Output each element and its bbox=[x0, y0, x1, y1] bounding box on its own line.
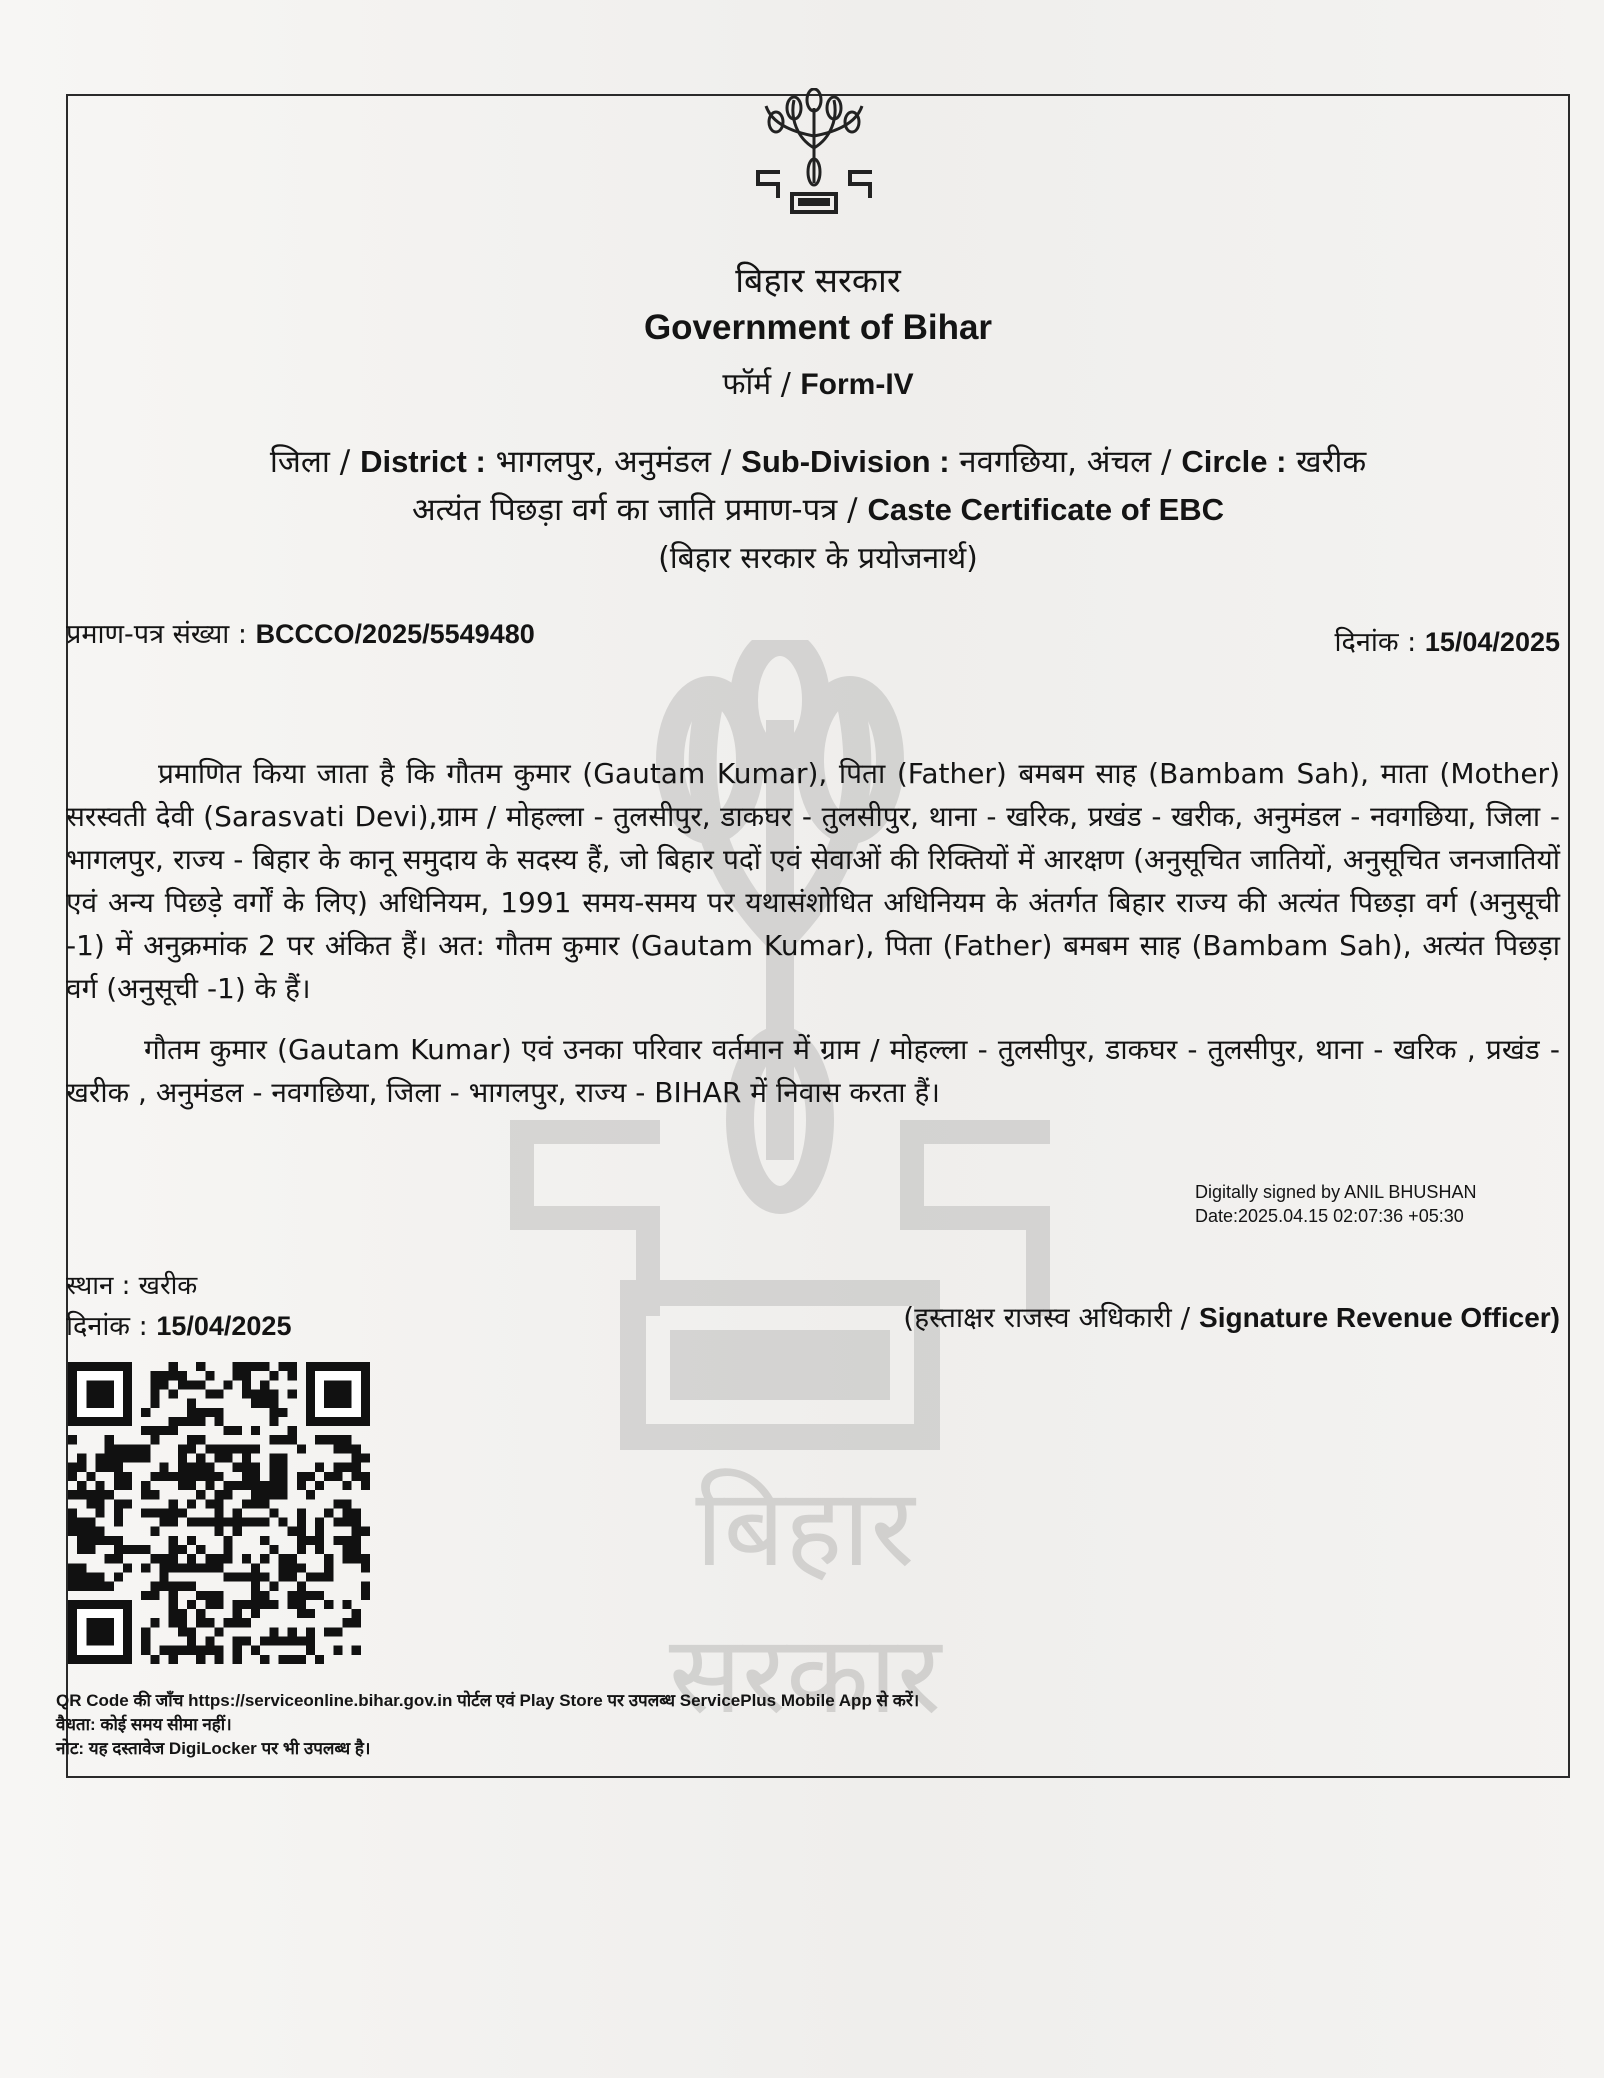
qr-code-icon[interactable] bbox=[68, 1362, 370, 1664]
place-value: खरीक bbox=[138, 1271, 198, 1301]
district-hindi-label: जिला / bbox=[269, 444, 351, 480]
certificate-purpose: (बिहार सरकार के प्रयोजनार्थ) bbox=[658, 541, 978, 576]
issue-date bbox=[1335, 622, 1560, 659]
header-hindi-title: बिहार सरकार bbox=[735, 261, 901, 301]
certificate-title-hindi: अत्यंत पिछड़ा वर्ग का जाति प्रमाण-पत्र / bbox=[411, 492, 858, 528]
certificate-body-paragraph-2: गौतम कुमार (Gautam Kumar) एवं उनका परिवार वर्तमान में ग्राम / मोहल्ला - तुलसीपुर, डाकघर - तुलसीपुर, थाना - खरिक , प्रखंड - खरीक , अनुमंडल - नवगछिया, जिला - भागलपुर, राज्य - BIHAR में निवास करता हैं। bbox=[66, 1033, 1560, 1109]
location-line bbox=[70, 440, 1566, 482]
certificate-title-english: Caste Certificate of EBC bbox=[867, 492, 1225, 527]
footer-date bbox=[66, 1306, 291, 1343]
certificate-number-label: प्रमाण-पत्र संख्या : bbox=[66, 619, 247, 650]
digital-signature-block bbox=[1195, 1180, 1476, 1228]
circle-value: खरीक bbox=[1296, 444, 1367, 480]
circle-label: Circle : bbox=[1181, 444, 1287, 479]
bihar-emblem-icon bbox=[752, 88, 876, 220]
subdivision-label: Sub-Division : bbox=[741, 444, 950, 479]
digital-signature-date: Date:2025.04.15 02:07:36 +05:30 bbox=[1195, 1206, 1464, 1226]
certificate-number-value: BCCCO/2025/5549480 bbox=[255, 619, 535, 649]
place bbox=[66, 1266, 197, 1302]
digital-signature-signer: Digitally signed by ANIL BHUSHAN bbox=[1195, 1182, 1477, 1202]
signature-line-hindi: (हस्ताक्षर राजस्व अधिकारी / bbox=[903, 1301, 1191, 1334]
district-label: District : bbox=[360, 444, 486, 479]
certificate-body-paragraph-1: प्रमाणित किया जाता है कि गौतम कुमार (Gautam Kumar), पिता (Father) बमबम साह (Bambam Sah), माता (Mother) सरस्वती देवी (Sarasvati Devi),ग्राम / मोहल्ला - तुलसीपुर, डाकघर - तुलसीपुर, थाना - खरिक, प्रखंड - खरीक, अनुमंडल - नवगछिया, जिला - भागलपुर, राज्य - बिहार के कानू समुदाय के सदस्य हैं, जो बिहार पदों एवं सेवाओं की रिक्तियों में आरक्षण (अनुसूचित जातियों, अनुसूचित जनजातियों एवं अन्य पिछड़े वर्गों के लिए) अधिनियम, 1991 समय-समय पर यथासंशोधित अधिनियम के अंतर्गत बिहार राज्य की अत्यंत पिछड़ा वर्ग (अनुसूची -1) में अनुक्रमांक 2 पर अंकित हैं। अत: गौतम कुमार (Gautam Kumar), पिता (Father) बमबम साह (Bambam Sah), अत्यंत पिछड़ा वर्ग (अनुसूची -1) के हैं। bbox=[66, 757, 1560, 1005]
header-english-title: Government of Bihar bbox=[643, 308, 993, 347]
form-number-english: Form-IV bbox=[800, 368, 914, 401]
signature-line bbox=[903, 1298, 1560, 1336]
certificate-title bbox=[70, 488, 1566, 530]
district-value: भागलपुर, अनुमंडल / bbox=[495, 444, 732, 480]
digilocker-note: नोट: यह दस्तावेज DigiLocker पर भी उपलब्ध है। bbox=[56, 1739, 371, 1758]
issue-date-label: दिनांक : bbox=[1334, 627, 1417, 658]
qr-verification-note: QR Code की जाँच https://serviceonline.bihar.gov.in पोर्टल एवं Play Store पर उपलब्ध ServicePlus Mobile App से करें। bbox=[56, 1691, 920, 1710]
issue-date-value: 15/04/2025 bbox=[1424, 627, 1560, 657]
footer-date-value: 15/04/2025 bbox=[156, 1311, 292, 1341]
footer-date-label: दिनांक : bbox=[66, 1311, 148, 1342]
certificate-number bbox=[66, 614, 535, 651]
form-number-hindi: फॉर्म / bbox=[722, 367, 791, 402]
form-number bbox=[70, 362, 1566, 403]
place-label: स्थान : bbox=[66, 1271, 131, 1301]
validity-note: वैधता: कोई समय सीमा नहीं। bbox=[56, 1715, 232, 1734]
watermark-text-bihar-sarkar: बिहार सरकार bbox=[668, 1466, 942, 1738]
signature-line-english: Signature Revenue Officer) bbox=[1199, 1302, 1560, 1333]
subdivision-value: नवगछिया, अंचल / bbox=[959, 444, 1172, 480]
